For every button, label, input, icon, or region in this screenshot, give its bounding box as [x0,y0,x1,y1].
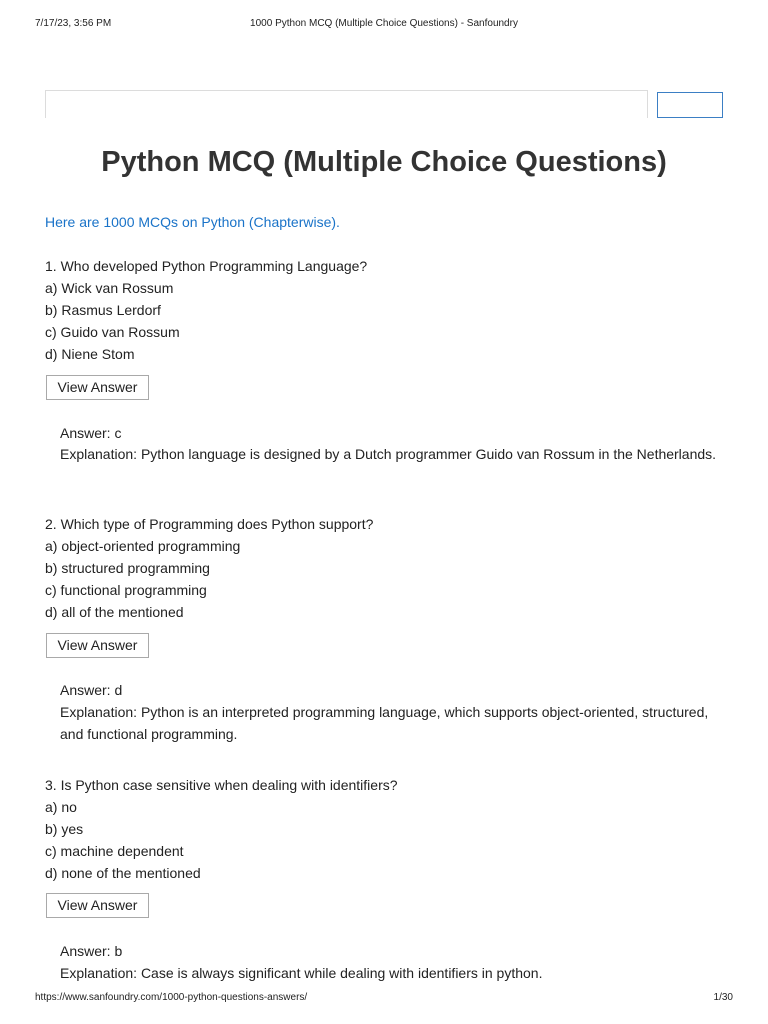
print-url: https://www.sanfoundry.com/1000-python-questions-answers/ [35,992,308,1003]
option-c: c) machine dependent [45,843,184,859]
question-text: 3. Is Python case sensitive when dealing with identifiers? [45,777,398,793]
option-b: b) structured programming [45,560,210,576]
view-answer-button[interactable]: View Answer [46,633,149,658]
answer-text: Answer: c [60,425,122,441]
chapterwise-link[interactable]: Here are 1000 MCQs on Python (Chapterwise). [45,214,340,230]
explanation-text: Explanation: Python is an interpreted programming language, which supports object-oriented, structured, [60,704,709,720]
option-c: c) functional programming [45,582,207,598]
answer-text: Answer: b [60,943,123,959]
print-page-title: 1000 Python MCQ (Multiple Choice Questions) - Sanfoundry [250,18,518,29]
explanation-text-continued: and functional programming. [60,726,238,742]
option-a: a) Wick van Rossum [45,280,174,296]
option-c: c) Guido van Rossum [45,324,180,340]
search-button[interactable] [657,92,723,118]
view-answer-button[interactable]: View Answer [46,375,149,400]
print-footer [35,992,733,1006]
option-d: d) Niene Stom [45,346,135,362]
option-b: b) yes [45,821,84,837]
answer-text: Answer: d [60,682,123,698]
explanation-text: Explanation: Case is always significant while dealing with identifiers in python. [60,965,543,981]
print-datetime: 7/17/23, 3:56 PM [35,18,112,29]
search-input[interactable] [45,90,648,118]
explanation-text: Explanation: Python language is designed by a Dutch programmer Guido van Rossum in the Netherlands. [60,446,717,462]
page-title: Python MCQ (Multiple Choice Questions) [101,146,667,178]
question-text: 2. Which type of Programming does Python support? [45,516,374,532]
option-d: d) none of the mentioned [45,865,201,881]
option-a: a) no [45,799,77,815]
option-d: d) all of the mentioned [45,604,184,620]
option-a: a) object-oriented programming [45,538,241,554]
question-text: 1. Who developed Python Programming Language? [45,258,368,274]
view-answer-button[interactable]: View Answer [46,893,149,918]
print-header [35,18,733,32]
option-b: b) Rasmus Lerdorf [45,302,161,318]
print-page-number: 1/30 [713,992,733,1003]
